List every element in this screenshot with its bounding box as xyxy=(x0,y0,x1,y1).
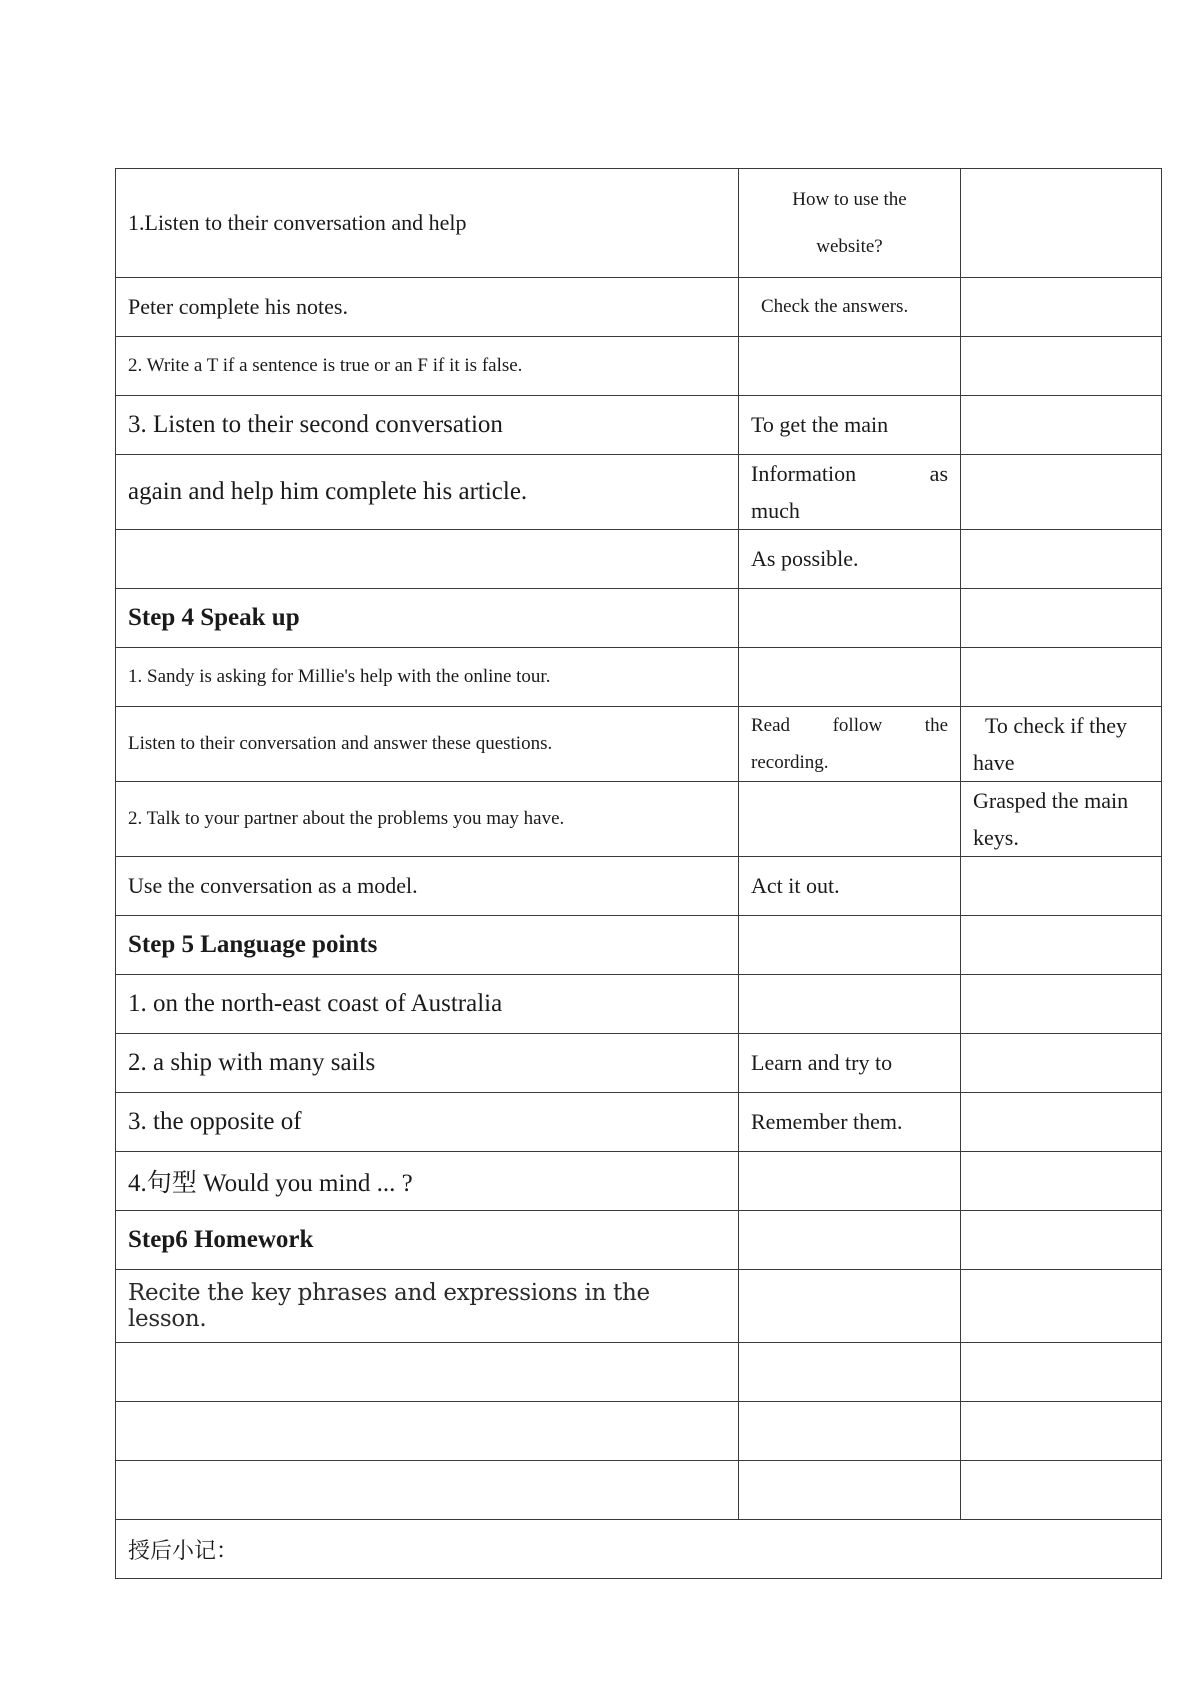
table-row xyxy=(116,396,1162,455)
activity-cell: again and help him complete his article. xyxy=(116,455,739,530)
activity-cell: 3. Listen to their second conversation xyxy=(116,396,739,455)
note-cell xyxy=(961,782,1162,857)
purpose-cell xyxy=(739,169,961,278)
purpose-line: Information as xyxy=(751,461,948,486)
purpose-cell xyxy=(739,916,961,975)
purpose-cell xyxy=(739,1152,961,1211)
note-cell xyxy=(961,396,1162,455)
purpose-line: website? xyxy=(816,236,883,257)
purpose-line: How to use the xyxy=(792,188,907,210)
purpose-cell: Act it out. xyxy=(739,857,961,916)
note-cell xyxy=(961,455,1162,530)
activity-cell: 2. Write a T if a sentence is true or an F if it is false. xyxy=(116,337,739,396)
table-row xyxy=(116,1270,1162,1343)
step-heading: Step6 Homework xyxy=(116,1211,739,1270)
activity-cell: Use the conversation as a model. xyxy=(116,857,739,916)
purpose-cell xyxy=(739,1270,961,1343)
purpose-cell xyxy=(739,337,961,396)
note-cell xyxy=(961,337,1162,396)
table-row xyxy=(116,169,1162,278)
table-row xyxy=(116,455,1162,530)
note-line: keys. xyxy=(973,825,1019,850)
activity-cell: 2. Talk to your partner about the problems you may have. xyxy=(116,782,739,857)
note-cell xyxy=(961,1461,1162,1520)
note-line: have xyxy=(973,750,1015,775)
post-lesson-notes: 授后小记： xyxy=(116,1520,1162,1579)
purpose-cell xyxy=(739,782,961,857)
table-row xyxy=(116,857,1162,916)
purpose-line: much xyxy=(751,498,800,523)
purpose-line: Read follow the xyxy=(751,715,948,736)
purpose-cell xyxy=(739,648,961,707)
table-row xyxy=(116,1461,1162,1520)
table-row xyxy=(116,337,1162,396)
purpose-cell xyxy=(739,589,961,648)
note-cell xyxy=(961,1402,1162,1461)
activity-cell xyxy=(116,1343,739,1402)
activity-cell: 1. Sandy is asking for Millie's help with the online tour. xyxy=(116,648,739,707)
note-cell xyxy=(961,1152,1162,1211)
purpose-cell: Check the answers. xyxy=(739,278,961,337)
note-cell xyxy=(961,1211,1162,1270)
purpose-cell: As possible. xyxy=(739,530,961,589)
purpose-cell xyxy=(739,1211,961,1270)
note-cell xyxy=(961,530,1162,589)
activity-cell xyxy=(116,530,739,589)
note-line: To check if they xyxy=(985,713,1128,738)
footer-row xyxy=(116,1520,1162,1579)
activity-cell: 3. the opposite of xyxy=(116,1093,739,1152)
table-row xyxy=(116,975,1162,1034)
purpose-cell xyxy=(739,1461,961,1520)
activity-cell: Listen to their conversation and answer these questions. xyxy=(116,707,739,782)
purpose-cell xyxy=(739,1402,961,1461)
step-heading: Step 4 Speak up xyxy=(116,589,739,648)
note-cell xyxy=(961,589,1162,648)
note-cell xyxy=(961,1343,1162,1402)
note-cell xyxy=(961,707,1162,782)
table-row xyxy=(116,1152,1162,1211)
table-row xyxy=(116,1034,1162,1093)
purpose-cell: Remember them. xyxy=(739,1093,961,1152)
table-row xyxy=(116,707,1162,782)
table-row xyxy=(116,1402,1162,1461)
table-row xyxy=(116,916,1162,975)
note-cell xyxy=(961,1093,1162,1152)
table-row xyxy=(116,1211,1162,1270)
note-cell xyxy=(961,1034,1162,1093)
purpose-cell xyxy=(739,707,961,782)
table-row xyxy=(116,530,1162,589)
purpose-cell xyxy=(739,455,961,530)
note-line: Grasped the main xyxy=(973,788,1129,813)
note-cell xyxy=(961,975,1162,1034)
note-cell xyxy=(961,916,1162,975)
table-row xyxy=(116,1093,1162,1152)
activity-cell: 2. a ship with many sails xyxy=(116,1034,739,1093)
note-cell xyxy=(961,648,1162,707)
table-row xyxy=(116,1343,1162,1402)
activity-cell xyxy=(116,1402,739,1461)
table-row xyxy=(116,648,1162,707)
activity-cell xyxy=(116,1461,739,1520)
note-cell xyxy=(961,1270,1162,1343)
lesson-plan-table xyxy=(115,168,1162,1579)
purpose-cell xyxy=(739,1343,961,1402)
table-row xyxy=(116,782,1162,857)
purpose-line: recording. xyxy=(751,752,829,773)
purpose-cell xyxy=(739,975,961,1034)
step-heading: Step 5 Language points xyxy=(116,916,739,975)
activity-cell: 1. on the north-east coast of Australia xyxy=(116,975,739,1034)
activity-cell: Peter complete his notes. xyxy=(116,278,739,337)
table-row xyxy=(116,278,1162,337)
purpose-cell: Learn and try to xyxy=(739,1034,961,1093)
activity-cell: 4.句型 Would you mind ... ? xyxy=(116,1152,739,1211)
activity-cell: Recite the key phrases and expressions in the lesson. xyxy=(116,1270,739,1343)
note-cell xyxy=(961,169,1162,278)
purpose-cell: To get the main xyxy=(739,396,961,455)
activity-cell: 1.Listen to their conversation and help xyxy=(116,169,739,278)
table-row xyxy=(116,589,1162,648)
note-cell xyxy=(961,857,1162,916)
note-cell xyxy=(961,278,1162,337)
